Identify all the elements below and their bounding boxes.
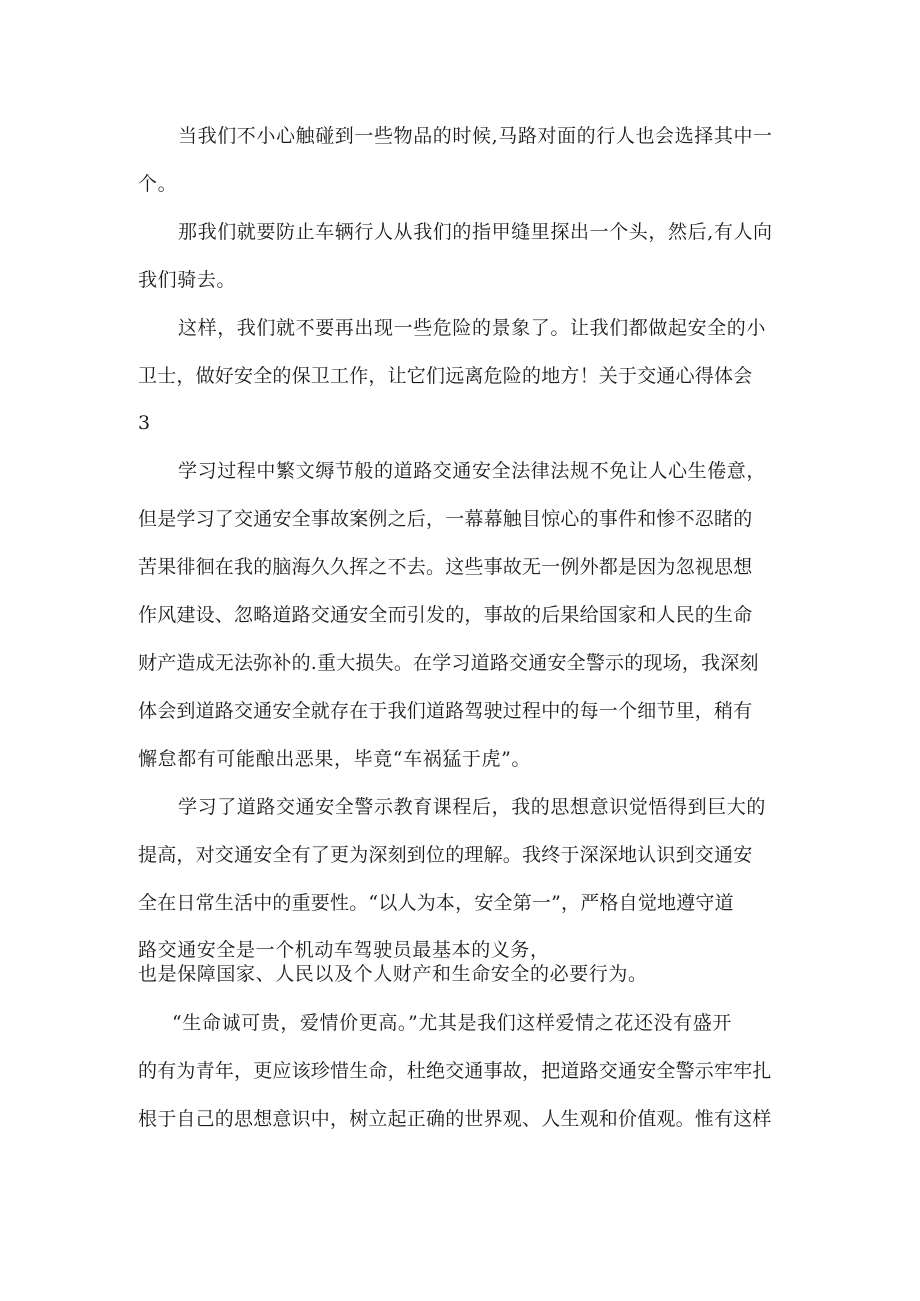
- paragraph-line: 也是保障国家、人民以及个人财产和生命安全的必要行为。: [138, 963, 648, 985]
- paragraph-line: 的有为青年，更应该珍惜生命，杜绝交通事故，把道路交通安全警示牢牢扎: [138, 1060, 772, 1082]
- paragraph-line: 全在日常生活中的重要性。“以人为本，安全第一”，严格自觉地遵守道: [138, 892, 734, 914]
- paragraph-line: 懈怠都有可能酿出恶果，毕竟“车祸猛于虎”。: [138, 748, 532, 770]
- paragraph-line: 苦果徘徊在我的脑海久久挥之不去。这些事故无一例外都是因为忽视思想: [138, 556, 753, 578]
- paragraph-line: 3: [138, 412, 151, 434]
- paragraph-line: 作风建设、忽略道路交通安全而引发的，事故的后果给国家和人民的生命: [138, 604, 753, 626]
- paragraph-line: 但是学习了交通安全事故案例之后，一幕幕触目惊心的事件和惨不忍睹的: [138, 508, 753, 530]
- paragraph-line: 卫士，做好安全的保卫工作，让它们远离危险的地方！关于交通心得体会: [138, 365, 753, 387]
- paragraph-line: “生命诚可贵，爱情价更高。”尤其是我们这样爱情之花还没有盛开: [172, 1012, 732, 1034]
- paragraph-line: 体会到道路交通安全就存在于我们道路驾驶过程中的每一个细节里，稍有: [138, 700, 753, 722]
- paragraph-line: 我们骑去。: [138, 269, 237, 291]
- paragraph-line: 当我们不小心触碰到一些物品的时候,马路对面的行人也会选择其中一: [178, 125, 773, 147]
- paragraph-line: 个。: [138, 173, 178, 195]
- paragraph-line: 财产造成无法弥补的.重大损失。在学习道路交通安全警示的现场，我深刻: [138, 652, 759, 674]
- paragraph-line: 路交通安全是一个机动车驾驶员最基本的义务，: [138, 939, 550, 961]
- paragraph-line: 提高，对交通安全有了更为深刻到位的理解。我终于深深地认识到交通安: [138, 844, 753, 866]
- paragraph-line: 学习过程中繁文缛节般的道路交通安全法律法规不免让人心生倦意，: [178, 460, 767, 482]
- paragraph-line: 学习了道路交通安全警示教育课程后，我的思想意识觉悟得到巨大的: [178, 796, 767, 818]
- paragraph-line: 根于自己的思想意识中，树立起正确的世界观、人生观和价值观。惟有这样: [138, 1108, 772, 1130]
- paragraph-line: 那我们就要防止车辆行人从我们的指甲缝里探出一个头，然后,有人向: [178, 221, 773, 243]
- paragraph-line: 这样，我们就不要再出现一些危险的景象了。让我们都做起安全的小: [178, 317, 767, 339]
